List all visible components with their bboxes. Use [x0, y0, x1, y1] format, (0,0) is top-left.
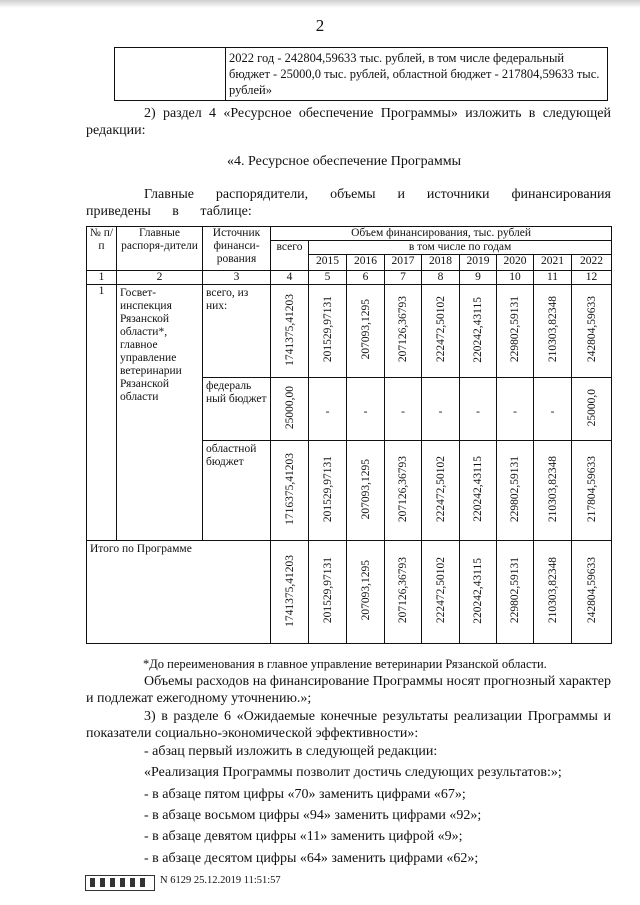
column-number: 11	[534, 271, 572, 285]
year-value-cell	[460, 285, 497, 378]
year-value-cell	[534, 285, 572, 378]
year-value: 229802,59131	[509, 557, 521, 624]
year-value: 207126,36793	[397, 296, 409, 363]
registry-stamp-icon	[85, 875, 155, 891]
year-value-cell	[422, 378, 460, 441]
bullet-1: - абзац первый изложить в следующей редакции:	[144, 744, 438, 759]
year-value-cell	[422, 541, 460, 644]
bullet-4: - в абзаце девятом цифры «11» заменить цифрой «9»;	[144, 829, 463, 844]
year-value: 207093,1295	[359, 560, 372, 621]
column-number: 3	[203, 271, 271, 285]
year-value: 201529,97131	[321, 557, 334, 624]
year-value: 201529,97131	[321, 296, 334, 363]
year-header: 2021	[534, 255, 572, 271]
source-cell: всего, из них:	[203, 285, 271, 378]
scan-top-edge	[0, 0, 640, 8]
header-volume: Объем финансирования, тыс. рублей	[271, 227, 612, 241]
year-value-cell	[309, 378, 347, 441]
year-value: 229802,59131	[509, 296, 521, 363]
continuation-text: 2022 год - 242804,59633 тыс. рублей, в том числе федеральный бюджет - 25000,0 тыс. рублей, областной бюджет - 217804,59633 тыс. рублей»	[229, 51, 600, 97]
year-value-cell	[347, 378, 385, 441]
year-value-cell	[309, 441, 347, 541]
year-value: 220242,43115	[472, 456, 484, 522]
year-value-cell	[385, 378, 422, 441]
bullet-2: - в абзаце пятом цифры «70» заменить цифрами «67»;	[144, 787, 466, 802]
year-value-cell	[497, 378, 534, 441]
footer-registration: N 6129 25.12.2019 11:51:57	[160, 875, 281, 886]
year-value: -	[325, 406, 330, 418]
distributor-name: Госвет-инспекция Рязанской области*, главное управление ветеринарии Рязанской области	[117, 285, 203, 541]
column-number: 7	[385, 271, 422, 285]
total-value: 1741375,41203	[283, 554, 296, 627]
year-value-cell	[347, 285, 385, 378]
year-value-cell	[385, 541, 422, 644]
total-value: 1716375,41203	[283, 453, 296, 525]
year-value: -	[550, 406, 555, 418]
year-value: 25000,0	[585, 388, 598, 427]
year-value: 201529,97131	[321, 455, 334, 523]
year-value-cell	[497, 441, 534, 541]
header-number: № п/п	[87, 227, 117, 271]
total-cell	[271, 541, 309, 644]
column-number: 1	[87, 271, 117, 285]
para-section6: 3) в разделе 6 «Ожидаемые конечные результаты реализации Программы и показатели социально-экономической эффективности»:	[86, 709, 611, 741]
year-value-cell	[347, 541, 385, 644]
column-number: 5	[309, 271, 347, 285]
year-header: 2017	[385, 255, 422, 271]
source-cell: федераль ный бюджет	[203, 378, 271, 441]
row-number: 1	[87, 285, 117, 541]
year-value-cell	[309, 541, 347, 644]
year-value: 220242,43115	[472, 557, 484, 624]
bullet-5: - в абзаце десятом цифры «64» заменить цифрами «62»;	[144, 851, 479, 866]
year-value: -	[438, 406, 443, 418]
column-number: 4	[271, 271, 309, 285]
year-value-cell	[534, 441, 572, 541]
year-value: 210303,82348	[546, 455, 559, 523]
year-value: 242804,59633	[585, 557, 598, 624]
year-value: -	[363, 406, 368, 418]
total-cell	[271, 285, 309, 378]
total-value: 1741375,41203	[283, 293, 296, 366]
year-value: 220242,43115	[472, 296, 484, 363]
year-value: 217804,59633	[585, 455, 598, 523]
year-value: 229802,59131	[509, 455, 521, 523]
header-by-year: в том числе по годам	[309, 241, 612, 255]
year-header: 2016	[347, 255, 385, 271]
year-value-cell	[309, 285, 347, 378]
column-number: 2	[117, 271, 203, 285]
quote: «Реализация Программы позволит достичь следующих результатов:»;	[144, 765, 562, 780]
year-value: 222472,50102	[434, 557, 447, 624]
financing-table	[86, 226, 612, 644]
header-distributors: Главные распоря-дители	[117, 227, 203, 271]
intro-paragraph: Главные распорядители, объемы и источники финансирования приведены в таблице:	[86, 187, 611, 219]
column-number: 8	[422, 271, 460, 285]
year-value: 210303,82348	[546, 557, 559, 624]
year-value-cell	[347, 441, 385, 541]
year-value: -	[401, 406, 405, 418]
footnote: *До переименования в главное управление ветеринарии Рязанской области.	[143, 657, 547, 671]
total-value: 25000,00	[283, 385, 296, 430]
year-value: 242804,59633	[585, 296, 598, 363]
header-source: Источник финанси-рования	[203, 227, 271, 271]
para-volumes: Объемы расходов на финансирование Программы носят прогнозный характер и подлежат ежегодному уточнению.»;	[86, 674, 611, 706]
year-value: 222472,50102	[434, 296, 447, 363]
column-number: 12	[572, 271, 612, 285]
column-number: 6	[347, 271, 385, 285]
source-cell: областной бюджет	[203, 441, 271, 541]
year-header: 2022	[572, 255, 612, 271]
year-value-cell	[460, 441, 497, 541]
year-value-cell	[572, 441, 612, 541]
header-total: всего	[271, 241, 309, 271]
total-cell	[271, 441, 309, 541]
year-value-cell	[385, 285, 422, 378]
year-header: 2015	[309, 255, 347, 271]
para-section4: 2) раздел 4 «Ресурсное обеспечение Программы» изложить в следующей редакции:	[86, 106, 611, 138]
year-value-cell	[460, 378, 497, 441]
year-value: -	[476, 406, 480, 418]
year-value-cell	[422, 285, 460, 378]
year-value: 210303,82348	[546, 296, 559, 363]
total-label: Итого по Программе	[87, 541, 271, 644]
year-value: 222472,50102	[434, 455, 447, 523]
year-value-cell	[385, 441, 422, 541]
year-value-cell	[534, 378, 572, 441]
year-header: 2019	[460, 255, 497, 271]
year-value-cell	[572, 541, 612, 644]
column-number: 10	[497, 271, 534, 285]
continuation-table	[225, 47, 608, 101]
year-value: 207126,36793	[397, 455, 409, 523]
year-value-cell	[534, 541, 572, 644]
bullet-3: - в абзаце восьмом цифры «94» заменить цифрами «92»;	[144, 808, 482, 823]
year-value: 207093,1295	[359, 458, 372, 520]
section-title: «4. Ресурсное обеспечение Программы	[226, 154, 461, 169]
year-value-cell	[422, 441, 460, 541]
year-value: 207093,1295	[359, 299, 372, 360]
year-value: -	[513, 406, 517, 418]
year-value-cell	[572, 285, 612, 378]
year-value-cell	[460, 541, 497, 644]
year-value: 207126,36793	[397, 557, 409, 624]
year-header: 2020	[497, 255, 534, 271]
page-number: 2	[315, 16, 325, 35]
year-header: 2018	[422, 255, 460, 271]
year-value-cell	[572, 378, 612, 441]
column-number: 9	[460, 271, 497, 285]
year-value-cell	[497, 541, 534, 644]
year-value-cell	[497, 285, 534, 378]
continuation-empty-cell	[114, 47, 226, 101]
total-cell	[271, 378, 309, 441]
